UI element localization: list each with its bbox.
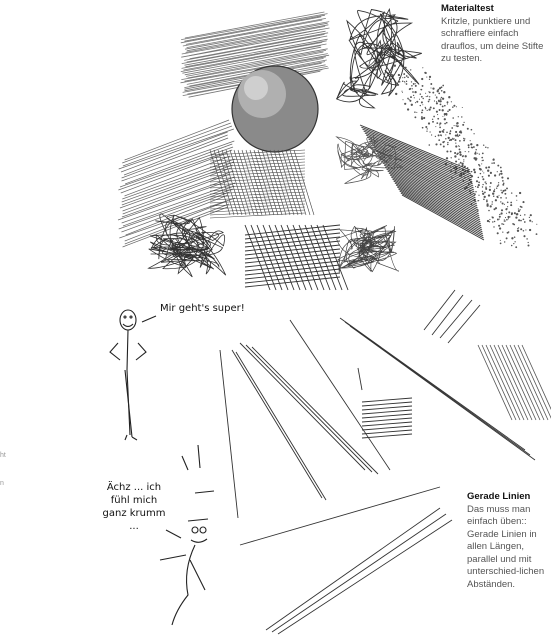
scribble-top-right <box>336 9 421 108</box>
hatch-strokes-left <box>118 120 235 247</box>
straight-lines-caption <box>467 491 551 591</box>
scribble-ball-bottom-left <box>149 214 226 277</box>
edge-text-2: n <box>0 480 4 487</box>
speech-happy: Mir geht's super! <box>160 303 245 314</box>
straight-lines-text: Das muss man einfach üben:: Gerade Linien in allen Längen, parallel und mit unterschied-lichen Abständen. <box>467 503 545 590</box>
scribble-patch-right <box>337 226 399 273</box>
speech-tired: Ächz ... ich fühl mich ganz krumm ... <box>102 482 166 532</box>
hatch-strokes-bottom-right <box>478 345 551 420</box>
stick-figure-happy <box>110 310 156 440</box>
material-test-title: Materialtest <box>441 3 494 14</box>
material-test-text: Kritzle, punktiere und schraffiere einfach drauflos, um deine Stifte zu testen. <box>441 15 544 64</box>
stick-figure-tired <box>160 445 214 625</box>
material-test-caption <box>441 3 551 66</box>
shaded-sphere <box>232 66 318 152</box>
straight-lines-title: Gerade Linien <box>467 491 531 502</box>
edge-text-1: ht <box>0 452 6 459</box>
crosshatch-grid <box>245 225 348 290</box>
diagonal-hatch-block <box>360 125 484 240</box>
